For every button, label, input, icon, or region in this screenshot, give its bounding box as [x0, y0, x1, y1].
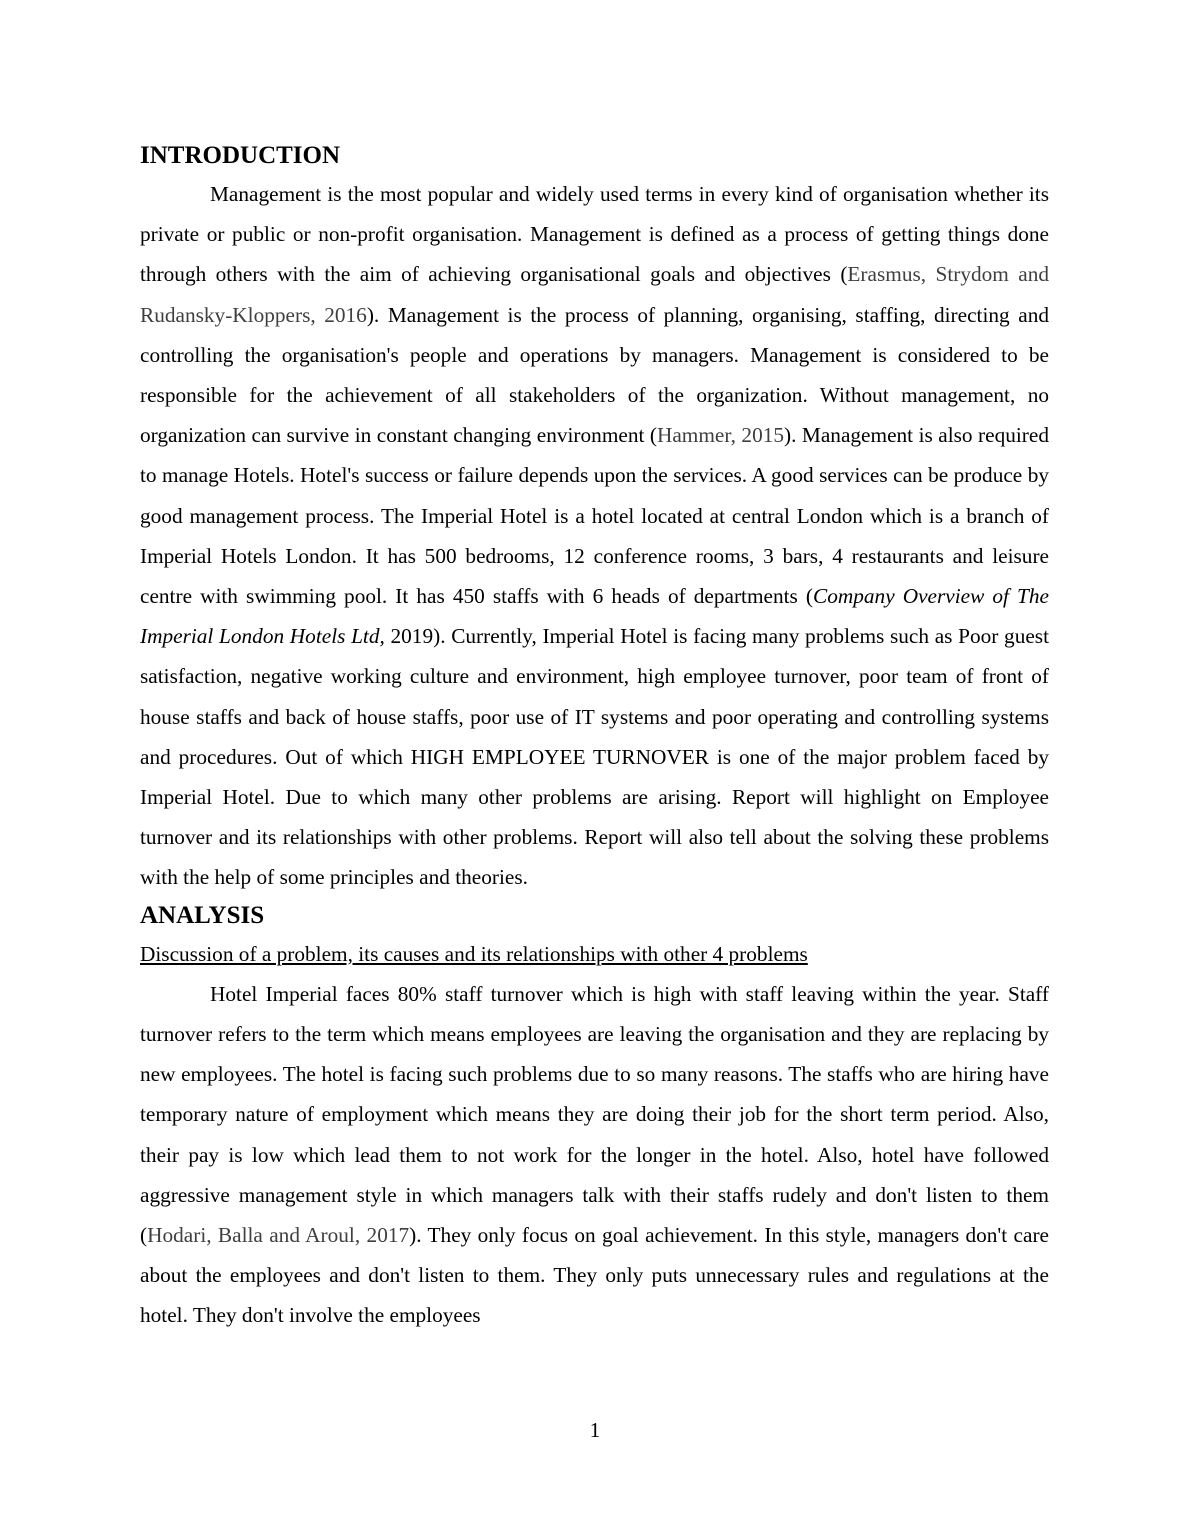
- introduction-text-4: 2019). Currently, Imperial Hotel is facing many problems such as Poor guest satisfaction, negative working culture and environment, high employee turnover, poor team of front of house staffs and back of house staffs, poor use of IT systems and poor operating and controlling systems and procedures. Out of which HIGH EMPLOYEE TURNOVER is one of the major problem faced by Imperial Hotel. Due to which many other problems are arising. Report will highlight on Employee turnover and its relationships with other problems. Report will also tell about the solving these problems with the help of some principles and theories.: [140, 624, 1049, 890]
- analysis-text-1: Hotel Imperial faces 80% staff turnover which is high with staff leaving within the year. Staff turnover refers to the term which means employees are leaving the organisation and they are replacing by new employees. The hotel is facing such problems due to so many reasons. The staffs who are hiring have temporary nature of employment which means they are doing their job for the short term period. Also, their pay is low which lead them to not work for the longer in the hotel. Also, hotel have followed aggressive management style in which managers talk with their staffs rudely and don't listen to them (: [140, 981, 1049, 1248]
- introduction-text-2: ). Management is the process of planning, organising, staffing, directing and controlling the organisation's people and operations by managers. Management is considered to be responsible for the achievement of all stakeholders of the organization. Without management, no organization can survive in constant changing environment (: [140, 302, 1049, 448]
- introduction-text-1: Management is the most popular and widely used terms in every kind of organisation whether its private or public or non-profit organisation. Management is defined as a process of getting things done through others with the aim of achieving organisational goals and objectives (: [140, 182, 1049, 287]
- analysis-heading: ANALYSIS: [140, 901, 265, 929]
- analysis-subheading: Discussion of a problem, its causes and its relationships with other 4 problems: [140, 941, 808, 966]
- analysis-paragraph: [140, 974, 1049, 1336]
- introduction-paragraph: [140, 174, 1049, 898]
- page-number: 1: [589, 1418, 601, 1442]
- citation-company-overview: Company Overview of The Imperial London Hotels Ltd,: [140, 584, 1049, 649]
- introduction-heading: INTRODUCTION: [140, 142, 341, 169]
- introduction-text-3: ). Management is also required to manage Hotels. Hotel's success or failure depends upon the services. A good services can be produce by good management process. The Imperial Hotel is a hotel located at central London which is a branch of Imperial Hotels London. It has 500 bedrooms, 12 conference rooms, 3 bars, 4 restaurants and leisure centre with swimming pool. It has 450 staffs with 6 heads of departments (: [140, 423, 1049, 609]
- page-content: [140, 138, 1049, 1336]
- citation-erasmus: Erasmus, Strydom and Rudansky-Kloppers, 2016: [140, 262, 1049, 327]
- citation-hodari: Hodari, Balla and Aroul, 2017: [147, 1223, 410, 1248]
- analysis-text-2: ). They only focus on goal achievement. In this style, managers don't care about the employees and don't listen to them. They only puts unnecessary rules and regulations at the hotel. They don't involve the employees: [140, 1223, 1049, 1328]
- citation-hammer: Hammer, 2015: [656, 423, 785, 448]
